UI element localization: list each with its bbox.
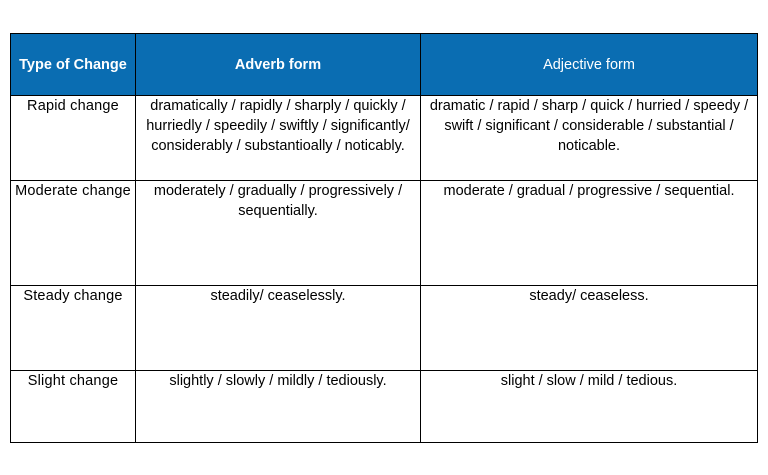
row-adjective-cell: moderate / gradual / progressive / sequential. [421, 181, 758, 286]
row-adverb-cell: steadily/ ceaselessly. [136, 286, 421, 371]
header-row [11, 34, 758, 96]
change-vocabulary-table [10, 33, 758, 443]
table-row [11, 96, 758, 181]
row-adjective-cell: dramatic / rapid / sharp / quick / hurried / speedy / swift / significant / considerable / substantial / noticable. [421, 96, 758, 181]
table-row [11, 286, 758, 371]
header-adverb-form: Adverb form [136, 34, 421, 96]
row-adjective-cell: slight / slow / mild / tedious. [421, 371, 758, 443]
row-adverb-cell: dramatically / rapidly / sharply / quickly / hurriedly / speedily / swiftly / significantly/ considerably / substantioally / noticably. [136, 96, 421, 181]
table-row [11, 371, 758, 443]
row-adjective-cell: steady/ ceaseless. [421, 286, 758, 371]
table-row [11, 181, 758, 286]
row-adverb-cell: slightly / slowly / mildly / tediously. [136, 371, 421, 443]
row-type-cell: Slight change [11, 371, 136, 443]
row-type-cell: Rapid change [11, 96, 136, 181]
row-adverb-cell: moderately / gradually / progressively / sequentially. [136, 181, 421, 286]
header-adjective-form: Adjective form [421, 34, 758, 96]
row-type-cell: Moderate change [11, 181, 136, 286]
row-type-cell: Steady change [11, 286, 136, 371]
header-type-of-change: Type of Change [11, 34, 136, 96]
